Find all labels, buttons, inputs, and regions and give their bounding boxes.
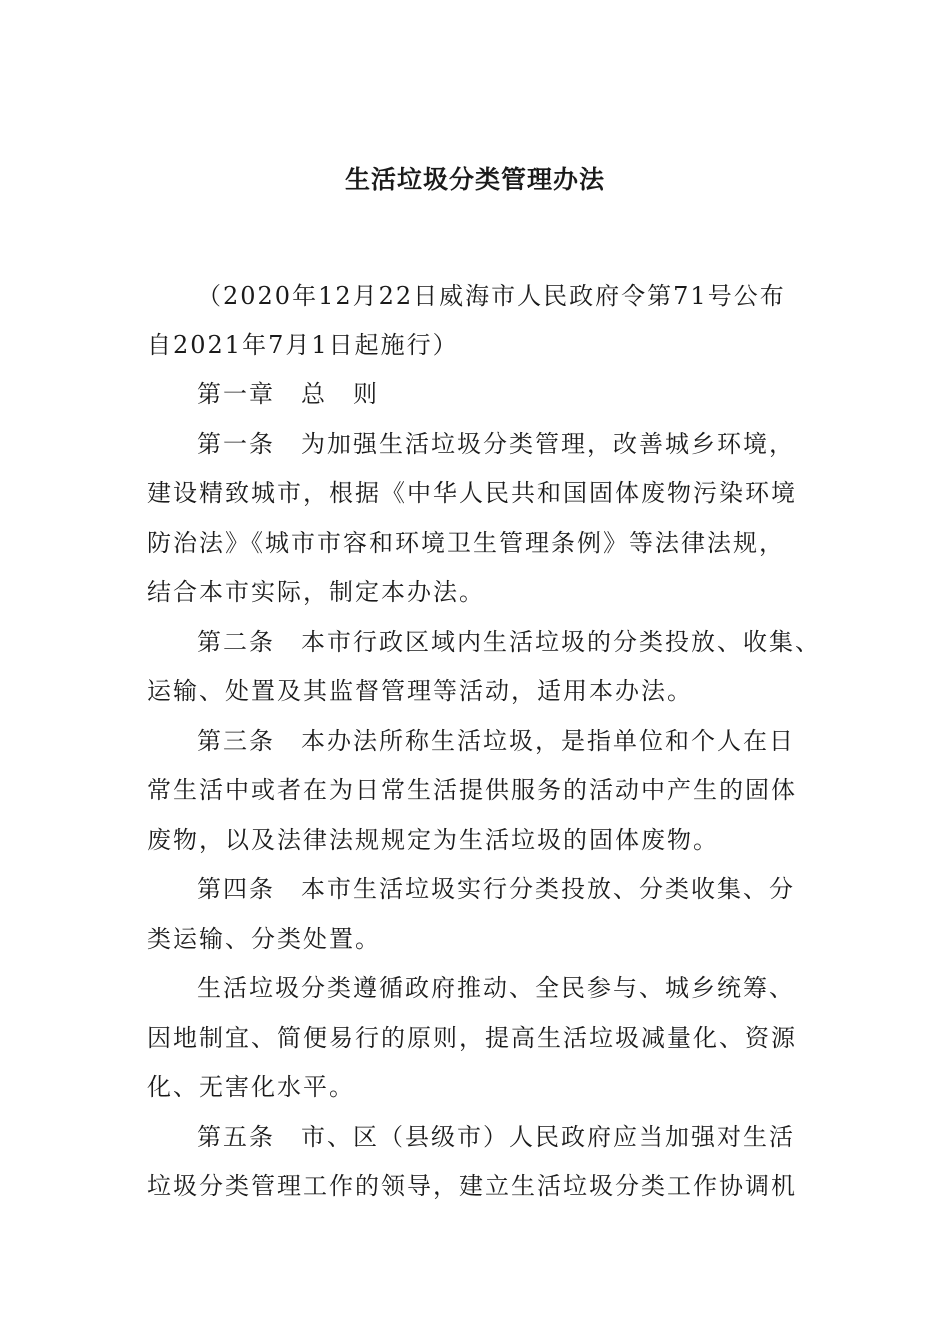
text-line: 垃圾分类管理工作的领导，建立生活垃圾分类工作协调机 bbox=[147, 1172, 797, 1200]
text-line: 建设精致城市，根据《中华人民共和国固体废物污染环境 bbox=[147, 479, 797, 507]
text-line: 自2021年7月1日起施行） bbox=[147, 331, 459, 359]
text-line: 常生活中或者在为日常生活提供服务的活动中产生的固体 bbox=[147, 776, 797, 804]
text-line: 生活垃圾分类遵循政府推动、全民参与、城乡统筹、 bbox=[197, 974, 795, 1002]
text-line: 运输、处置及其监督管理等活动，适用本办法。 bbox=[147, 677, 693, 705]
text-line: 防治法》《城市市容和环境卫生管理条例》等法律法规， bbox=[147, 529, 785, 557]
text-line: 类运输、分类处置。 bbox=[147, 925, 381, 953]
text-line: 第二条 本市行政区域内生活垃圾的分类投放、收集、 bbox=[197, 628, 821, 656]
text-line: 结合本市实际，制定本办法。 bbox=[147, 578, 485, 606]
text-line: 第四条 本市生活垃圾实行分类投放、分类收集、分 bbox=[197, 875, 795, 903]
text-line: 废物，以及法律法规规定为生活垃圾的固体废物。 bbox=[147, 826, 719, 854]
text-line: 第三条 本办法所称生活垃圾，是指单位和个人在日 bbox=[197, 727, 795, 755]
text-line: （2020年12月22日威海市人民政府令第71号公布 bbox=[197, 282, 786, 310]
text-line: 化、无害化水平。 bbox=[147, 1073, 355, 1101]
chapter-heading: 第一章 总 则 bbox=[197, 380, 379, 408]
document-title: 生活垃圾分类管理办法 bbox=[344, 165, 605, 194]
text-line: 因地制宜、简便易行的原则，提高生活垃圾减量化、资源 bbox=[147, 1024, 797, 1052]
text-line: 第五条 市、区（县级市）人民政府应当加强对生活 bbox=[197, 1123, 795, 1151]
text-line: 第一条 为加强生活垃圾分类管理，改善城乡环境， bbox=[197, 430, 795, 458]
